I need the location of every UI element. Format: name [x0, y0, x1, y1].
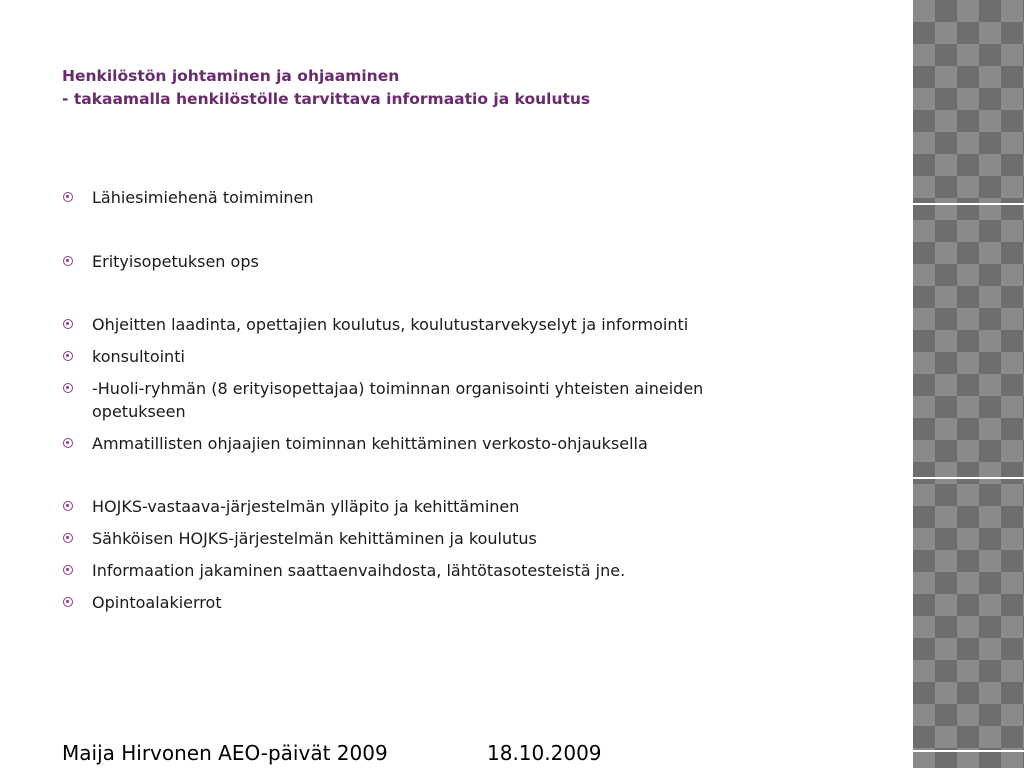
- bullet-text: HOJKS-vastaava-järjestelmän ylläpito ja kehittäminen: [92, 497, 520, 516]
- bullet-marker-icon: [63, 192, 73, 202]
- bullet-text: konsultointi: [92, 347, 185, 366]
- side-panel-divider: [913, 750, 1024, 752]
- bullet-marker-icon: [63, 565, 73, 575]
- bullet-marker-icon: [63, 256, 73, 266]
- footer-author-event: Maija Hirvonen AEO-päivät 2009: [62, 741, 388, 765]
- bullet-marker-icon: [63, 319, 73, 329]
- side-panel-divider: [913, 203, 1024, 205]
- decorative-side-panel: [913, 0, 1024, 768]
- side-panel-divider: [913, 477, 1024, 479]
- bullet-text: Opintoalakierrot: [92, 593, 222, 612]
- bullet-text: -Huoli-ryhmän (8 erityisopettajaa) toiminnan organisointi yhteisten aineiden opetukseen: [92, 379, 704, 421]
- slide-title-line-1: Henkilöstön johtaminen ja ohjaaminen: [62, 67, 400, 85]
- bullet-marker-icon: [63, 438, 73, 448]
- bullet-text: Ammatillisten ohjaajien toiminnan kehittäminen verkosto-ohjauksella: [92, 434, 648, 453]
- bullet-marker-icon: [63, 351, 73, 361]
- bullet-marker-icon: [63, 501, 73, 511]
- bullet-text: Lähiesimiehenä toimiminen: [92, 188, 314, 207]
- slide-title-line-2: - takaamalla henkilöstölle tarvittava informaatio ja koulutus: [62, 90, 591, 108]
- slide-title: [62, 65, 862, 111]
- bullet-text: Erityisopetuksen ops: [92, 252, 259, 271]
- bullet-marker-icon: [63, 597, 73, 607]
- bullet-text: Informaation jakaminen saattaenvaihdosta, lähtötasotesteistä jne.: [92, 561, 626, 580]
- bullet-text: Sähköisen HOJKS-järjestelmän kehittäminen ja koulutus: [92, 529, 537, 548]
- bullet-marker-icon: [63, 383, 73, 393]
- bullet-marker-icon: [63, 533, 73, 543]
- bullet-text: Ohjeitten laadinta, opettajien koulutus, koulutustarvekyselyt ja informointi: [92, 315, 689, 334]
- footer-date: 18.10.2009: [487, 741, 602, 765]
